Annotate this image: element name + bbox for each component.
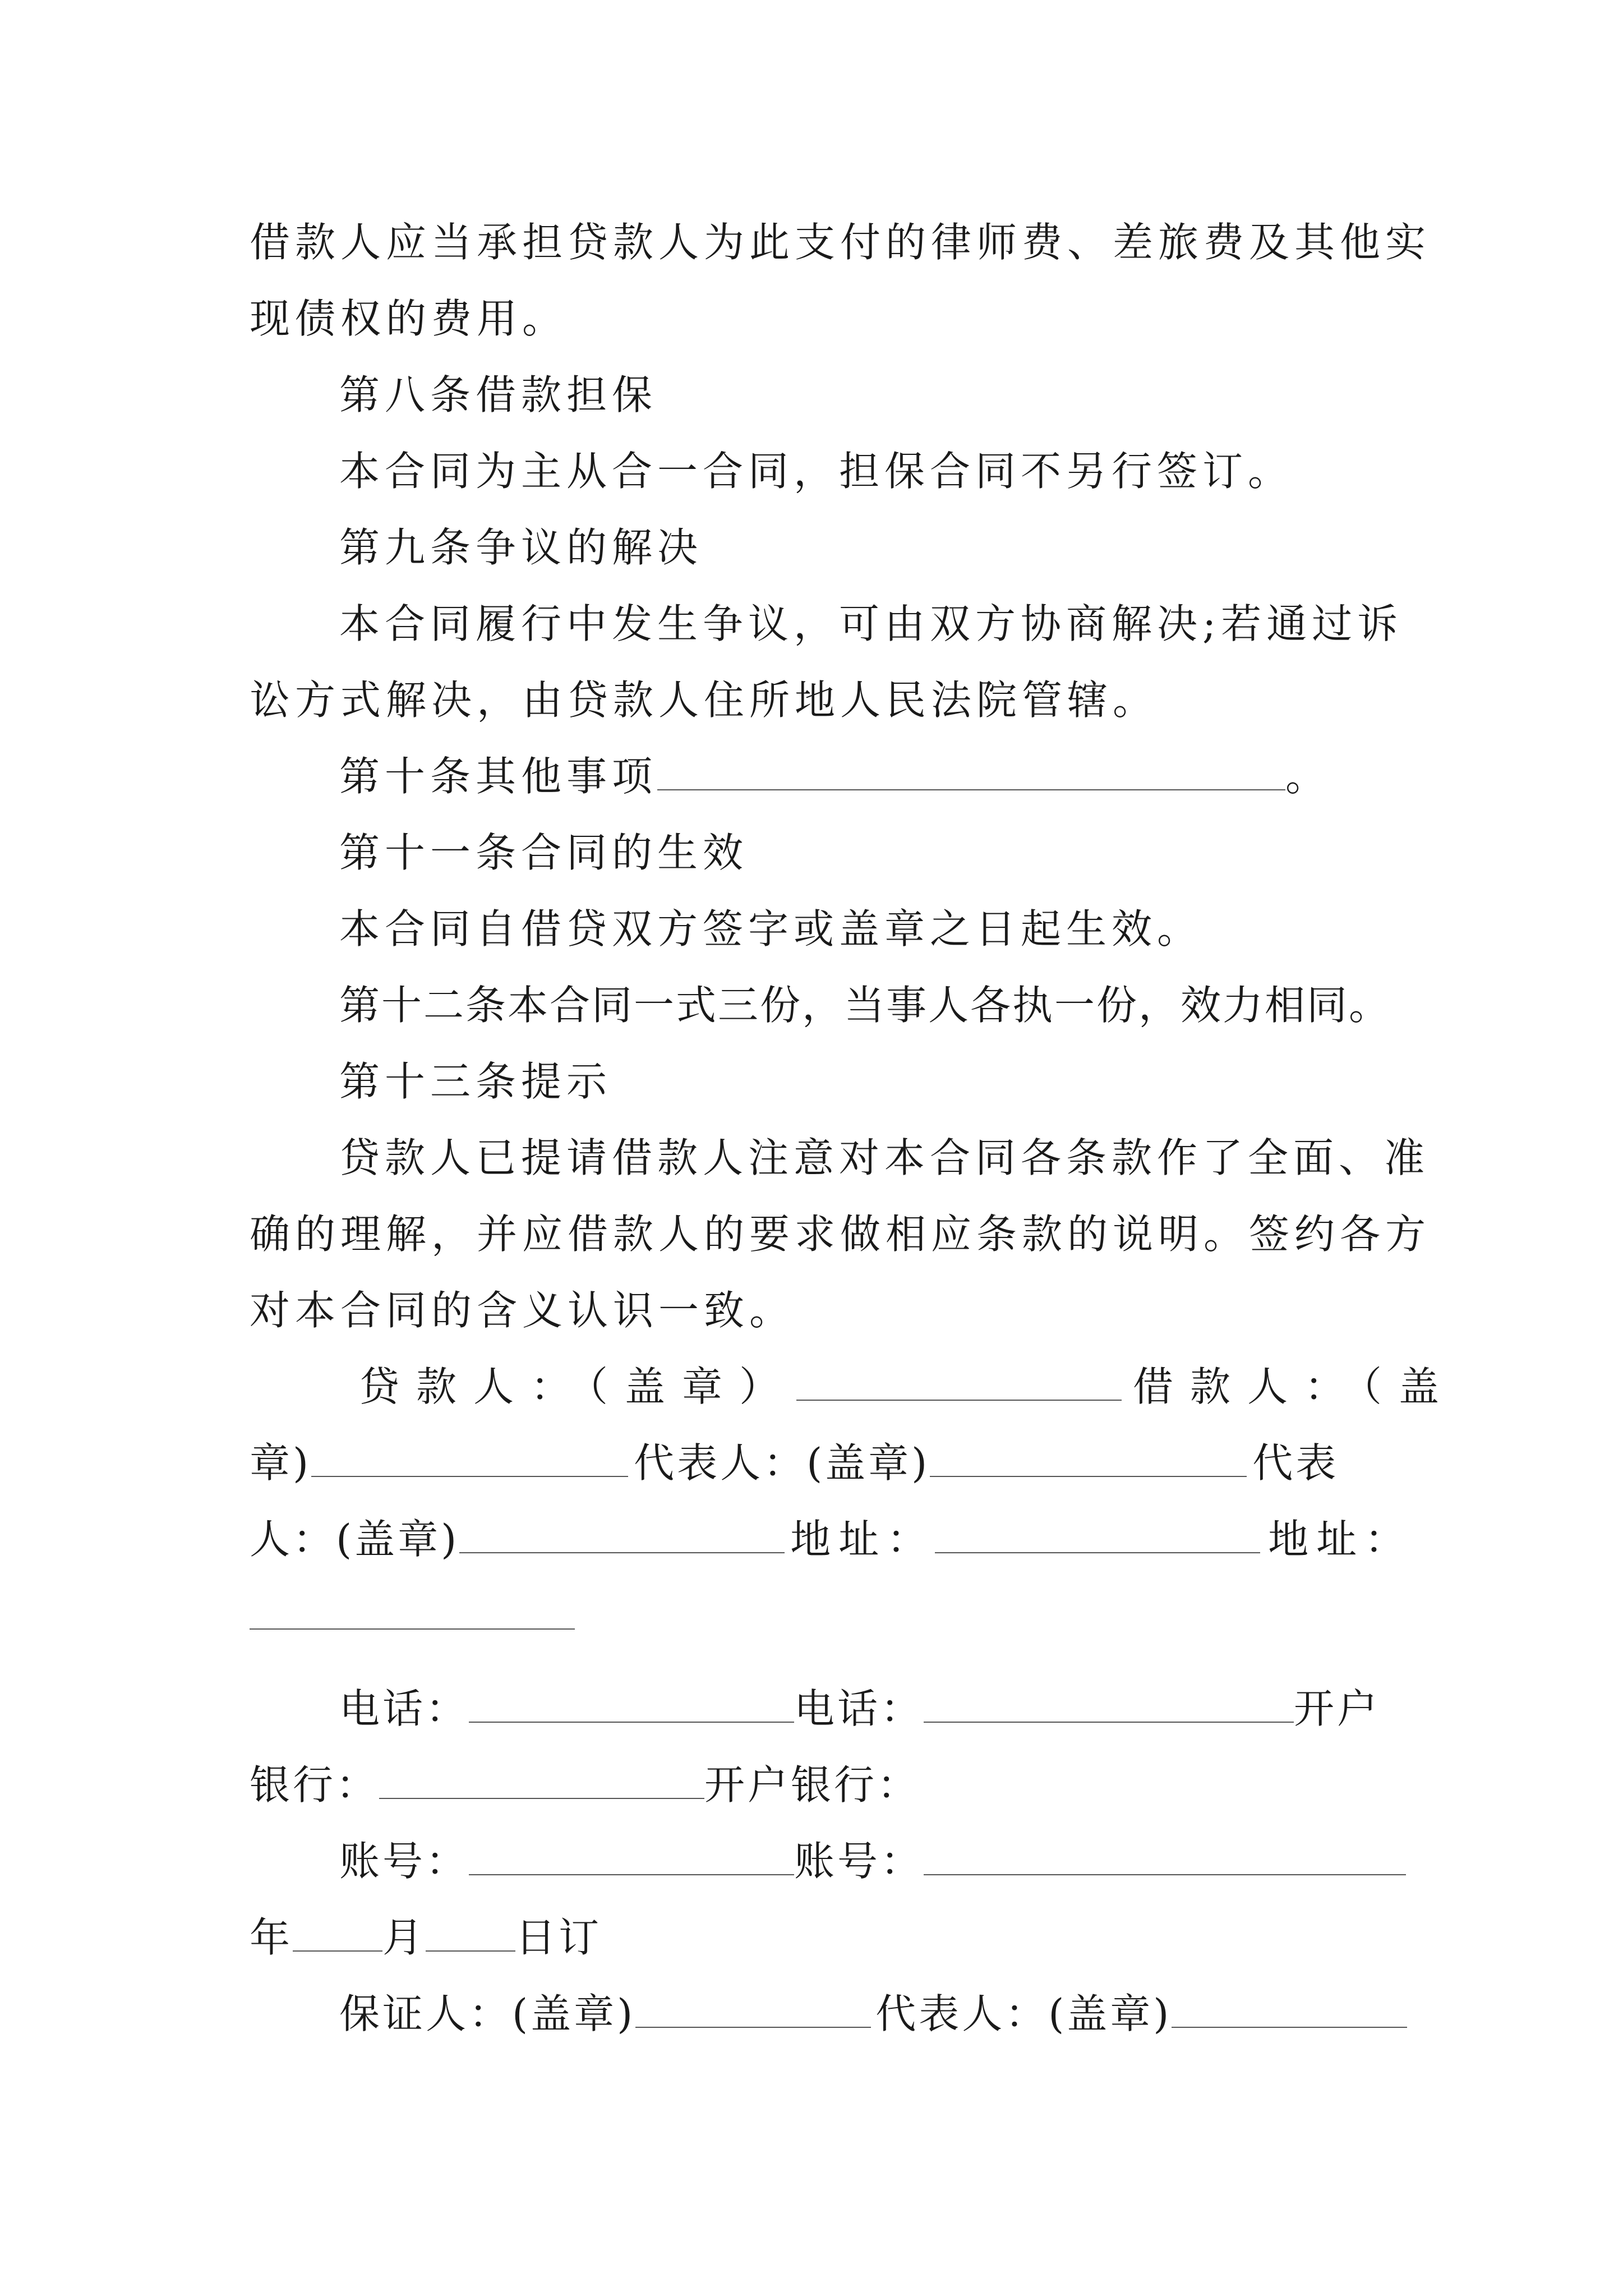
article-body-text: 讼方式解决，由贷款人住所地人民法院管辖。 [250, 677, 1159, 724]
article-12 [339, 967, 1391, 1043]
lender-phone-label: 电话： [339, 1685, 469, 1732]
article-title-text: 第十一条合同的生效 [339, 829, 749, 876]
article-11-title [339, 815, 748, 891]
paragraph-line [250, 204, 1431, 280]
guarantor-seal-blank [635, 1983, 871, 2028]
guarantor-line [339, 1976, 1407, 2052]
article-body-text: 本合同为主从合一合同，担保合同不另行签订。 [339, 448, 1294, 495]
lender-seal-blank [796, 1356, 1122, 1401]
borrower-phone-blank [924, 1678, 1294, 1723]
article-body-text: 本合同履行中发生争议，可由双方协商解决;若通过诉 [339, 600, 1403, 647]
paragraph-line [250, 280, 568, 357]
phone-line [339, 1671, 1380, 1747]
article-title-text: 第九条争议的解决 [339, 524, 703, 571]
article-body-text: 对本合同的含义认识一致。 [250, 1287, 795, 1334]
borrower-rep-blank [459, 1508, 785, 1553]
lender-phone-blank [469, 1678, 794, 1723]
lender-account-label: 账号： [339, 1838, 469, 1885]
article-body-text: 贷款人已提请借款人注意对本合同各条款作了全面、准 [339, 1134, 1430, 1181]
article-13-body-line [250, 1196, 1431, 1272]
borrower-seal-label-cont: 章) [250, 1439, 312, 1487]
borrower-account-blank [924, 1830, 1406, 1875]
signature-line [250, 1425, 1339, 1501]
month-label: 月 [382, 1914, 426, 1961]
article-10 [339, 738, 1326, 815]
guarantor-rep-blank [1172, 1983, 1407, 2028]
date-line [250, 1899, 602, 1976]
day-label: 日订 [515, 1914, 602, 1961]
article-end-punctuation: 。 [1285, 753, 1326, 800]
guarantor-seal-label: 保证人：(盖章) [339, 1990, 636, 2037]
lender-rep-label: 代表人：(盖章) [634, 1439, 930, 1487]
article-13-body-line [339, 1120, 1430, 1196]
article-body-text: 确的理解，并应借款人的要求做相应条款的说明。签约各方 [250, 1211, 1431, 1258]
signature-line [359, 1349, 1456, 1425]
article-title-text: 第十三条提示 [339, 1058, 612, 1105]
article-body-text: 本合同自借贷双方签字或盖章之日起生效。 [339, 905, 1203, 953]
paragraph-text: 借款人应当承担贷款人为此支付的律师费、差旅费及其他实 [250, 219, 1431, 266]
borrower-bank-label: 开户银行： [704, 1761, 921, 1809]
lender-seal-label: 贷款人：（盖章） [359, 1363, 797, 1410]
lender-account-blank [469, 1830, 794, 1875]
article-13-title [339, 1043, 612, 1120]
guarantor-rep-label: 代表人：(盖章) [875, 1990, 1172, 2037]
borrower-rep-label: 代表 [1252, 1439, 1339, 1487]
other-matters-blank [657, 746, 1285, 790]
lender-address-label: 地址： [790, 1516, 935, 1563]
borrower-rep-label-cont: 人：(盖章) [250, 1516, 460, 1563]
article-body-text: 第十二条本合同一式三份，当事人各执一份，效力相同。 [339, 982, 1391, 1029]
article-8-body [339, 433, 1293, 509]
article-title-text: 第十条其他事项 [339, 753, 658, 800]
lender-bank-label-cont: 银行： [250, 1761, 380, 1809]
borrower-seal-blank [311, 1432, 628, 1477]
day-blank [426, 1907, 515, 1952]
lender-rep-blank [930, 1432, 1247, 1477]
lender-bank-label: 开户 [1294, 1685, 1381, 1732]
signature-line [250, 1501, 1413, 1577]
borrower-account-label: 账号： [794, 1838, 924, 1885]
bank-line [250, 1747, 920, 1823]
borrower-address-blank [250, 1585, 575, 1630]
article-8-title [339, 357, 657, 433]
article-11-body [339, 891, 1202, 967]
borrower-seal-label: 借款人：（盖 [1133, 1363, 1456, 1410]
address-continuation-line [250, 1577, 575, 1654]
paragraph-text: 现债权的费用。 [250, 295, 568, 342]
article-9-title [339, 509, 703, 586]
year-label: 年 [250, 1914, 293, 1961]
borrower-phone-label: 电话： [794, 1685, 924, 1732]
lender-address-blank [935, 1508, 1260, 1553]
article-13-body-line [250, 1272, 795, 1349]
article-9-body-line [250, 662, 1158, 738]
borrower-address-label: 地址： [1268, 1516, 1413, 1563]
month-blank [293, 1907, 382, 1952]
article-9-body-line [339, 586, 1403, 662]
account-line [339, 1823, 1406, 1899]
article-title-text: 第八条借款担保 [339, 371, 658, 418]
lender-bank-blank [379, 1754, 704, 1799]
